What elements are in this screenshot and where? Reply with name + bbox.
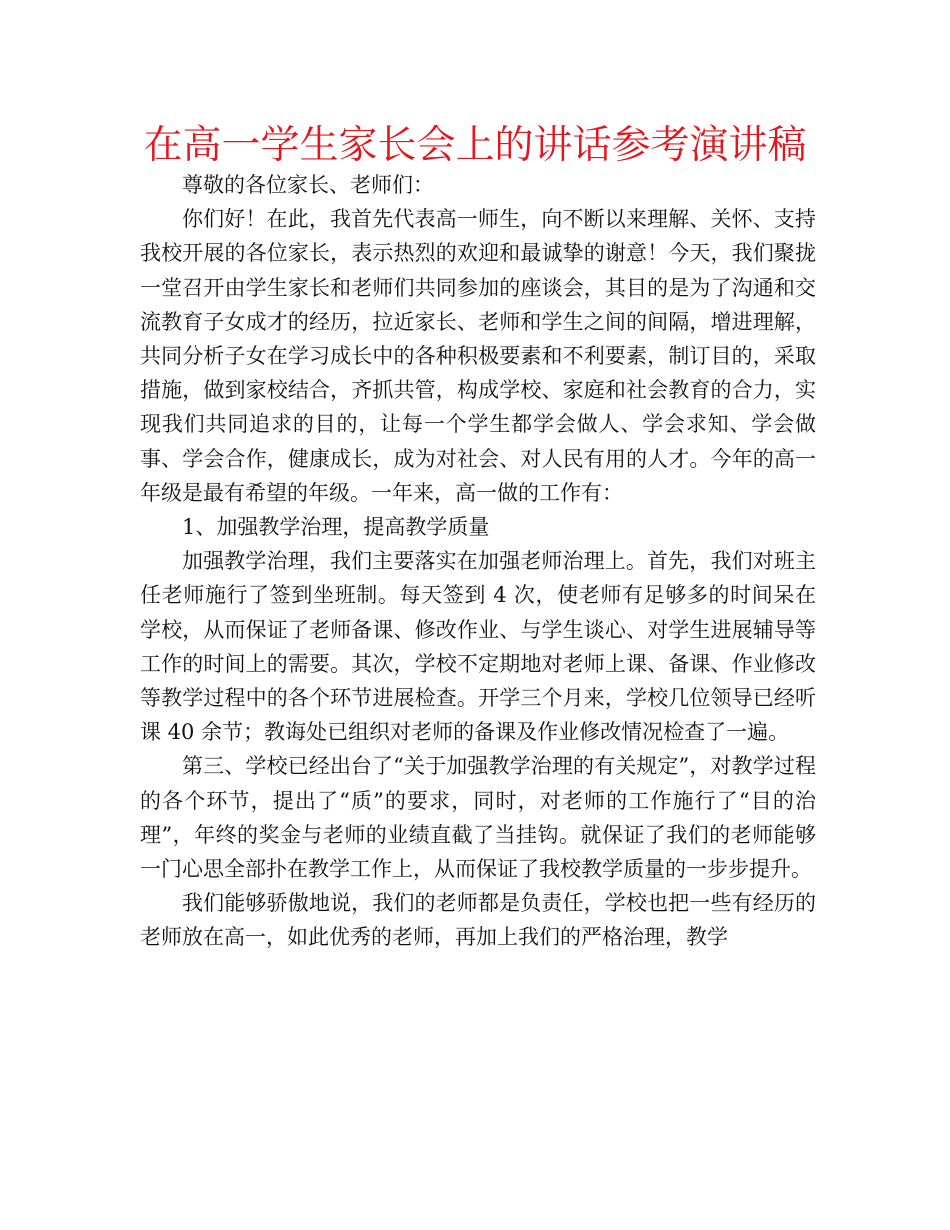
paragraph-section-heading: 1、加强教学治理，提高教学质量: [182, 515, 490, 540]
document-body: [140, 168, 816, 955]
document-title: 在高一学生家长会上的讲话参考演讲稿: [143, 123, 807, 168]
paragraph-regulations: 第三、学校已经出台了“关于加强教学治理的有关规定”，对教学过程的各个环节，提出了“质”的要求，同时，对老师的工作施行了“目的治理”，年终的奖金与老师的业绩直截了当挂钩。就保证了我们的老师能够一门心思全部扑在教学工作上，从而保证了我校教学质量的一步步提升。: [140, 754, 816, 882]
paragraph-salutation: 尊敬的各位家长、老师们：: [182, 173, 434, 197]
paragraph-teachers: 我们能够骄傲地说，我们的老师都是负责任，学校也把一些有经历的老师放在高一，如此优秀的老师，再加上我们的严格治理，教学: [140, 891, 816, 950]
paragraph-greeting: 你们好！在此，我首先代表高一师生，向不断以来理解、关怀、支持我校开展的各位家长，表示热烈的欢迎和最诚挚的谢意！今天，我们聚拢一堂召开由学生家长和老师们共同参加的座谈会，其目的是为了沟通和交流教育子女成才的经历，拉近家长、老师和学生之间的间隔，增进理解，共同分析子女在学习成长中的各种积极要素和不利要素，制订目的，采取措施，做到家校结合，齐抓共管，构成学校、家庭和社会教育的合力，实现我们共同追求的目的，让每一个学生都学会做人、学会求知、学会做事、学会合作，健康成长，成为对社会、对人民有用的人才。今年的高一年级是最有希望的年级。一年来，高一做的工作有：: [140, 207, 816, 505]
paragraph-management: 加强教学治理，我们主要落实在加强老师治理上。首先，我们对班主任老师施行了签到坐班制。每天签到 4 次，使老师有足够多的时间呆在学校，从而保证了老师备课、修改作业、与学生谈心、对学生进展辅导等工作的时间上的需要。其次，学校不定期地对老师上课、备课、作业修改等教学过程中的各个环节进展检查。开学三个月来，学校几位领导已经听课 40 余节；教诲处已组织对老师的备课及作业修改情况检查了一遍。: [140, 549, 816, 745]
